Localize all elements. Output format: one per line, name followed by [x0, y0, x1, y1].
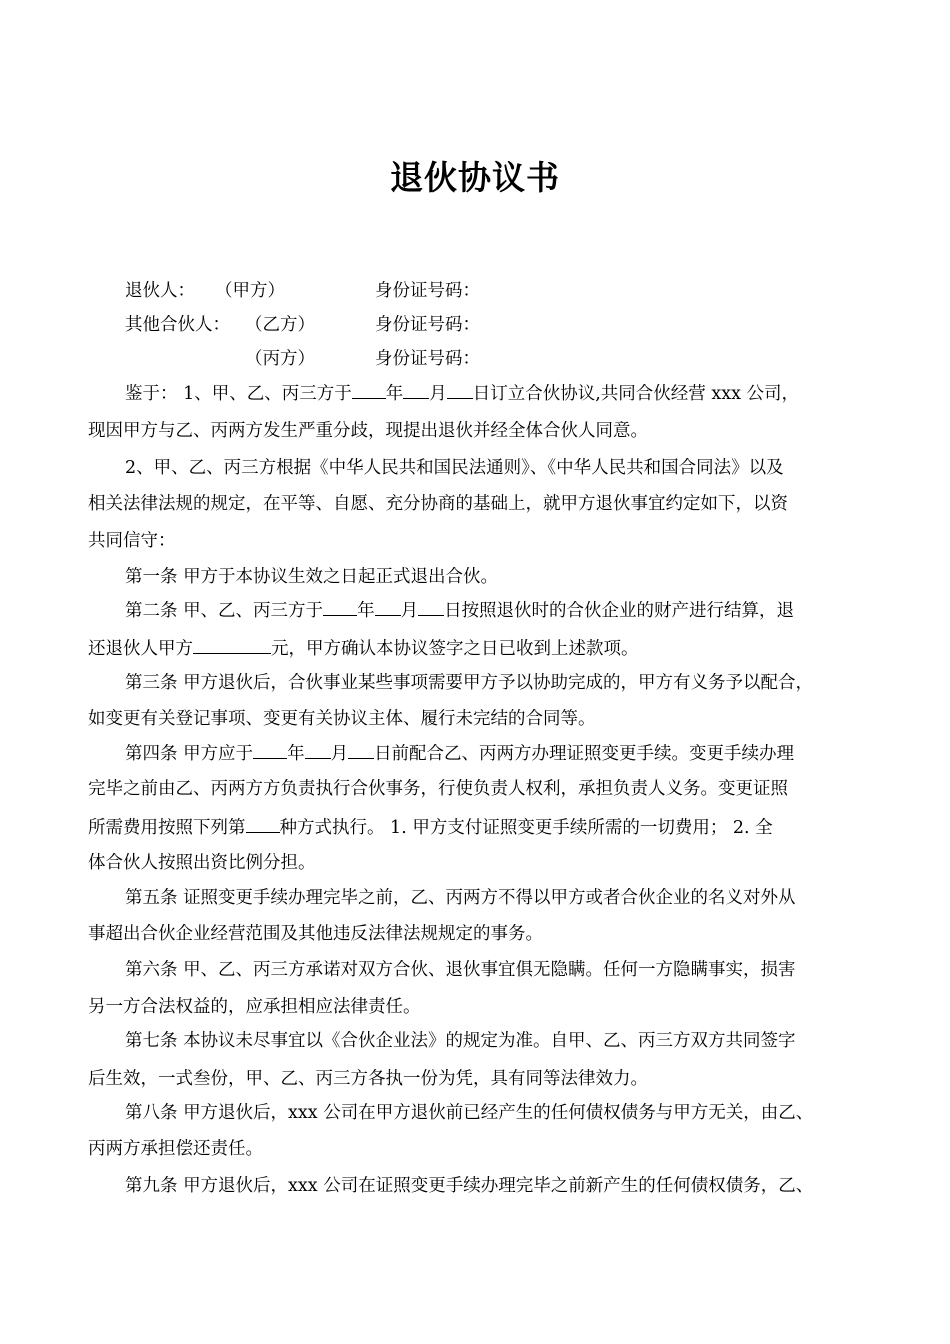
article-8-line: 第八条 甲方退伙后，xxx 公司在甲方退伙前已经产生的任何债权债务与甲方无关，由乙、	[125, 1103, 814, 1123]
article-text: 日前配合乙、丙两方办理证照变更手续。变更手续办理	[374, 744, 795, 764]
article-text: 日按照退伙时的合伙企业的财产进行结算，退	[444, 601, 795, 621]
blank-day	[348, 741, 374, 759]
article-4-line	[88, 815, 878, 840]
recital-text: 月	[429, 384, 447, 404]
article-text: 年	[287, 744, 305, 764]
article-text: 种方式执行。 1. 甲方支付证照变更手续所需的一切费用； 2. 全	[279, 818, 773, 838]
article-3-line: 第三条 甲方退伙后，合伙事业某些事项需要甲方予以协助完成的，甲方有义务予以配合，	[125, 673, 814, 693]
recital-text: 日订立合伙协议,共同合伙经营 xxx 公司，	[472, 384, 799, 404]
recital-text: 鉴于： 1、甲、乙、丙三方于	[125, 384, 352, 404]
party-a-label: （甲方）	[215, 281, 285, 301]
id-number-label-a: 身份证号码：	[375, 281, 480, 301]
article-4-line: 体合伙人按照出资比例分担。	[88, 853, 316, 873]
article-4-line: 完毕之前由乙、丙两方方负责执行合伙事务，行使负责人权利，承担负责人义务。变更证照	[88, 779, 788, 799]
recital-line: 2、甲、乙、丙三方根据《中华人民共和国民法通则》、《中华人民共和国合同法》以及	[125, 458, 784, 478]
blank-year	[253, 741, 287, 759]
blank-month	[305, 741, 331, 759]
article-6-line: 另一方合法权益的，应承担相应法律责任。	[88, 997, 421, 1017]
recital-line: 现因甲方与乙、丙两方发生严重分歧，现提出退伙并经全体合伙人同意。	[88, 421, 648, 441]
article-text: 年	[357, 601, 375, 621]
article-text: 所需费用按照下列第	[88, 818, 246, 838]
recital-text: 年	[385, 384, 404, 404]
article-text: 月	[400, 601, 419, 621]
article-5-line: 事超出合伙企业经营范围及其他违反法律法规规定的事务。	[88, 924, 543, 944]
article-2-line	[88, 636, 878, 661]
blank-amount	[193, 636, 271, 654]
article-5-line: 第五条 证照变更手续办理完毕之前，乙、丙两方不得以甲方或者合伙企业的名义对外从	[125, 888, 796, 908]
recital-line	[125, 381, 878, 406]
id-number-label-c: 身份证号码：	[375, 349, 480, 369]
article-2-line	[125, 598, 878, 623]
document-title: 退伙协议书	[390, 158, 560, 197]
blank-year	[323, 598, 357, 616]
article-1: 第一条 甲方于本协议生效之日起正式退出合伙。	[125, 567, 499, 587]
party-b-label: （乙方）	[245, 315, 315, 335]
blank-month	[403, 381, 429, 399]
blank-option	[246, 815, 280, 833]
article-text: 还退伙人甲方	[88, 639, 193, 659]
other-partners-label: 其他合伙人：	[125, 315, 230, 335]
article-text: 第二条 甲、乙、丙三方于	[125, 601, 324, 621]
article-text: 月	[330, 744, 349, 764]
article-text: 第四条 甲方应于	[125, 744, 254, 764]
article-8-line: 丙两方承担偿还责任。	[88, 1139, 263, 1159]
blank-day	[447, 381, 473, 399]
blank-month	[375, 598, 401, 616]
article-6-line: 第六条 甲、乙、丙三方承诺对双方合伙、退伙事宜俱无隐瞒。任何一方隐瞒事实，损害	[125, 960, 796, 980]
blank-year	[352, 381, 386, 399]
article-7-line: 后生效，一式叁份，甲、乙、丙三方各执一份为凭，具有同等法律效力。	[88, 1069, 648, 1089]
blank-day	[418, 598, 444, 616]
article-9-line: 第九条 甲方退伙后，xxx 公司在证照变更手续办理完毕之前新产生的任何债权债务，乙、	[125, 1176, 814, 1196]
party-c-label: （丙方）	[245, 349, 315, 369]
id-number-label-b: 身份证号码：	[375, 315, 480, 335]
article-4-line	[125, 741, 878, 766]
recital-line: 相关法律法规的规定，在平等、自愿、充分协商的基础上，就甲方退伙事宜约定如下，以资	[88, 494, 788, 514]
recital-line: 共同信守：	[88, 531, 176, 551]
article-7-line: 第七条 本协议未尽事宜以《合伙企业法》的规定为准。自甲、乙、丙三方双方共同签字	[125, 1031, 796, 1051]
article-text: 元，甲方确认本协议签字之日已收到上述款项。	[271, 639, 639, 659]
article-3-line: 如变更有关登记事项、变更有关协议主体、履行未完结的合同等。	[88, 709, 596, 729]
quitter-label: 退伙人：	[125, 281, 195, 301]
